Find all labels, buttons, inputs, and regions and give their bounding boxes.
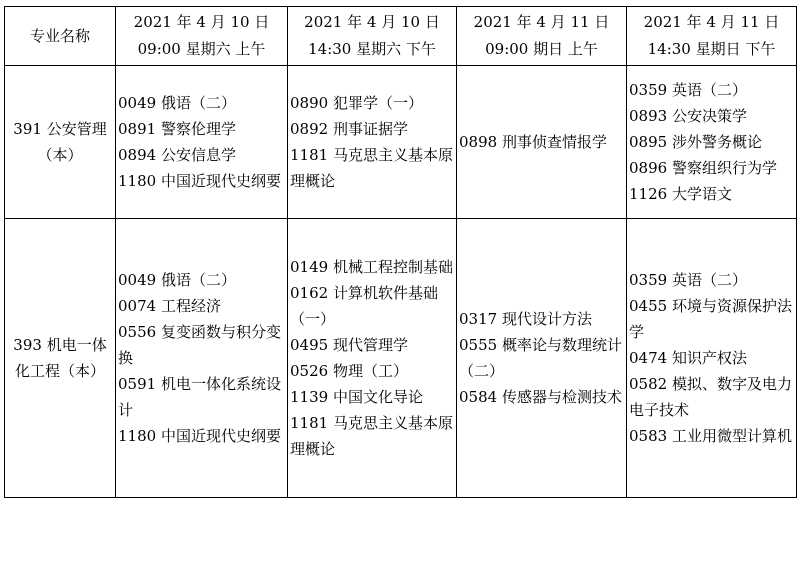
- course-item: 0455 环境与资源保护法学: [629, 297, 792, 341]
- course-item: 0359 英语（二）: [629, 271, 747, 289]
- course-item: 0162 计算机软件基础（一）: [290, 284, 438, 328]
- session-courses-cell: [627, 219, 797, 498]
- course-item: 1181 马克思主义基本原理概论: [290, 146, 453, 190]
- course-item: 0891 警察伦理学: [118, 120, 236, 138]
- table-row: [5, 219, 797, 498]
- course-item: 1139 中国文化导论: [290, 388, 423, 406]
- session-header-4: [627, 7, 797, 66]
- course-item: 0894 公安信息学: [118, 146, 236, 164]
- course-list: [290, 90, 454, 194]
- course-item: 0049 俄语（二）: [118, 94, 236, 112]
- course-item: 0591 机电一体化系统设计: [118, 375, 281, 419]
- course-item: 0584 传感器与检测技术: [459, 388, 622, 406]
- session-date: 2021 年 4 月 11 日: [643, 13, 780, 31]
- course-item: 0898 刑事侦查情报学: [459, 133, 607, 151]
- major-column-header: 专业名称: [5, 7, 116, 66]
- course-item: 1180 中国近现代史纲要: [118, 427, 281, 445]
- session-time: 09:00 星期六 上午: [137, 40, 266, 58]
- course-item: 0892 刑事证据学: [290, 120, 408, 138]
- course-item: 0149 机械工程控制基础: [290, 258, 453, 276]
- session-courses-cell: [288, 66, 457, 219]
- major-name-cell: 393 机电一体化工程（本）: [5, 219, 116, 498]
- course-item: 0893 公安决策学: [629, 107, 747, 125]
- course-list: [459, 306, 624, 410]
- course-item: 1126 大学语文: [629, 185, 732, 203]
- session-time: 14:30 星期六 下午: [308, 40, 436, 58]
- major-name-cell: 391 公安管理（本）: [5, 66, 116, 219]
- course-item: 0555 概率论与数理统计（二）: [459, 336, 622, 380]
- session-courses-cell: [288, 219, 457, 498]
- course-list: [118, 267, 285, 449]
- session-header-3: [457, 7, 627, 66]
- course-item: 0556 复变函数与积分变换: [118, 323, 281, 367]
- session-courses-cell: [116, 66, 288, 219]
- course-list: [459, 129, 624, 155]
- session-courses-cell: [116, 219, 288, 498]
- session-date: 2021 年 4 月 11 日: [473, 13, 610, 31]
- session-date: 2021 年 4 月 10 日: [133, 13, 270, 31]
- course-list: [118, 90, 285, 194]
- course-item: 0895 涉外警务概论: [629, 133, 762, 151]
- session-header-2: [288, 7, 457, 66]
- table-header-row: [5, 7, 797, 66]
- course-item: 0526 物理（工）: [290, 362, 408, 380]
- session-time: 14:30 星期日 下午: [647, 40, 776, 58]
- exam-schedule-table: [4, 6, 797, 498]
- course-item: 0896 警察组织行为学: [629, 159, 777, 177]
- course-item: 0583 工业用微型计算机: [629, 427, 792, 445]
- session-time: 09:00 期日 上午: [485, 40, 598, 58]
- course-item: 1181 马克思主义基本原理概论: [290, 414, 453, 458]
- course-item: 0474 知识产权法: [629, 349, 747, 367]
- course-list: [629, 77, 794, 207]
- session-header-1: [116, 7, 288, 66]
- course-list: [629, 267, 794, 449]
- table-row: [5, 66, 797, 219]
- course-item: 0890 犯罪学（一）: [290, 94, 423, 112]
- course-item: 0317 现代设计方法: [459, 310, 592, 328]
- course-list: [290, 254, 454, 462]
- session-courses-cell: [627, 66, 797, 219]
- session-date: 2021 年 4 月 10 日: [304, 13, 440, 31]
- session-courses-cell: [457, 66, 627, 219]
- course-item: 0074 工程经济: [118, 297, 221, 315]
- course-item: 0359 英语（二）: [629, 81, 747, 99]
- course-item: 0582 模拟、数字及电力电子技术: [629, 375, 792, 419]
- course-item: 1180 中国近现代史纲要: [118, 172, 281, 190]
- course-item: 0495 现代管理学: [290, 336, 408, 354]
- session-courses-cell: [457, 219, 627, 498]
- course-item: 0049 俄语（二）: [118, 271, 236, 289]
